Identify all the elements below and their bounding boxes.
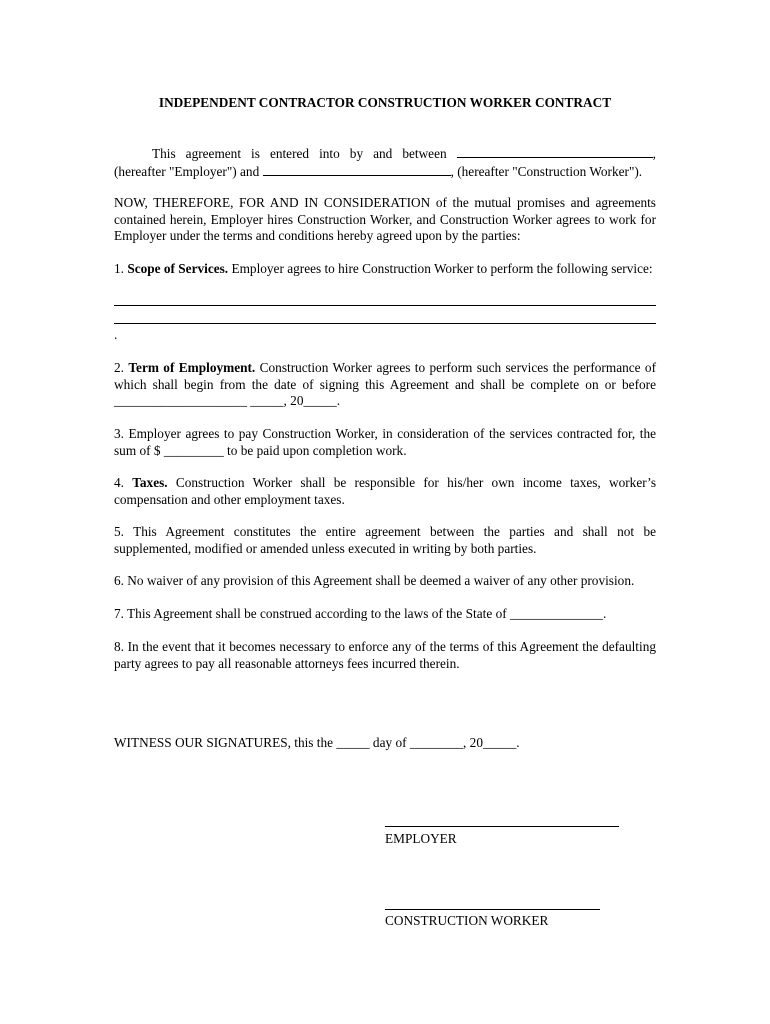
witness-line: WITNESS OUR SIGNATURES, this the _____ day of ________, 20_____.	[114, 735, 520, 750]
section-7-governing-law: 7. This Agreement shall be construed according to the laws of the State of ______________.	[114, 606, 607, 621]
intro-text-3: , (hereafter "Construction Worker").	[450, 163, 643, 179]
section-3-text-1: 3. Employer agrees to pay Construction Worker, in consideration of the services contracted for, the sum of $	[114, 426, 656, 458]
scope-end-dot: .	[114, 327, 118, 342]
intro-text-1: This agreement is entered into by and between	[152, 146, 447, 161]
section-4-text: Construction Worker shall be responsible for his/her own income taxes, worker’s compensation and other employment taxes.	[114, 475, 657, 507]
employer-label: EMPLOYER	[385, 831, 457, 846]
worker-signature-line[interactable]	[385, 909, 600, 910]
now-therefore-paragraph: NOW, THEREFORE, FOR AND IN CONSIDERATION of the mutual promises and agreements contained herein, Employer hires Construction Worker, and Construction Worker agrees to work for Employer under the terms and conditions hereby agreed upon by the parties:	[114, 195, 656, 243]
scope-blank-line-2[interactable]	[114, 323, 656, 324]
employer-signature-line[interactable]	[385, 826, 619, 827]
section-1-text: Employer agrees to hire Construction Worker to perform the following service:	[231, 261, 653, 276]
section-2-text: Construction Worker agrees to perform such services the performance of which shall begin from the date of signing this Agreement and shall be complete on or before	[114, 360, 657, 392]
section-1-scope	[114, 261, 656, 278]
employer-name-blank[interactable]	[457, 145, 653, 158]
intro-text-2: (hereafter "Employer") and	[114, 163, 260, 179]
worker-label: CONSTRUCTION WORKER	[385, 913, 549, 928]
section-3-text-2: to be paid upon completion work.	[227, 442, 407, 458]
section-2-term	[114, 360, 656, 410]
completion-date-blank[interactable]: ____________________ _____, 20_____.	[114, 393, 341, 408]
section-1-heading: Scope of Services.	[127, 261, 229, 276]
section-3-payment	[114, 426, 656, 459]
section-8-attorney-fees: 8. In the event that it becomes necessary to enforce any of the terms of this Agreement the defaulting party agrees to pay all reasonable attorneys fees incurred therein.	[114, 639, 656, 671]
document-title: INDEPENDENT CONTRACTOR CONSTRUCTION WORKER CONTRACT	[158, 95, 612, 110]
intro-paragraph: This agreement is entered into by and between , (hereafter "Employer") and , (hereafter "Construction Worker").	[114, 146, 656, 179]
payment-amount-blank[interactable]: _________	[163, 442, 224, 458]
section-6-waiver: 6. No waiver of any provision of this Agreement shall be deemed a waiver of any other provision.	[114, 573, 635, 588]
section-2-heading: Term of Employment.	[128, 360, 256, 375]
scope-blank-line-1[interactable]	[114, 305, 656, 306]
section-4-heading: Taxes.	[132, 475, 168, 490]
section-5-entire-agreement: 5. This Agreement constitutes the entire agreement between the parties and shall not be supplemented, modified or amended unless executed in writing by both parties.	[114, 524, 656, 556]
section-2-number: 2.	[114, 360, 124, 375]
worker-name-blank[interactable]	[263, 163, 451, 176]
section-4-taxes	[114, 475, 656, 508]
section-1-number: 1.	[114, 261, 124, 276]
section-4-number: 4.	[114, 475, 124, 490]
